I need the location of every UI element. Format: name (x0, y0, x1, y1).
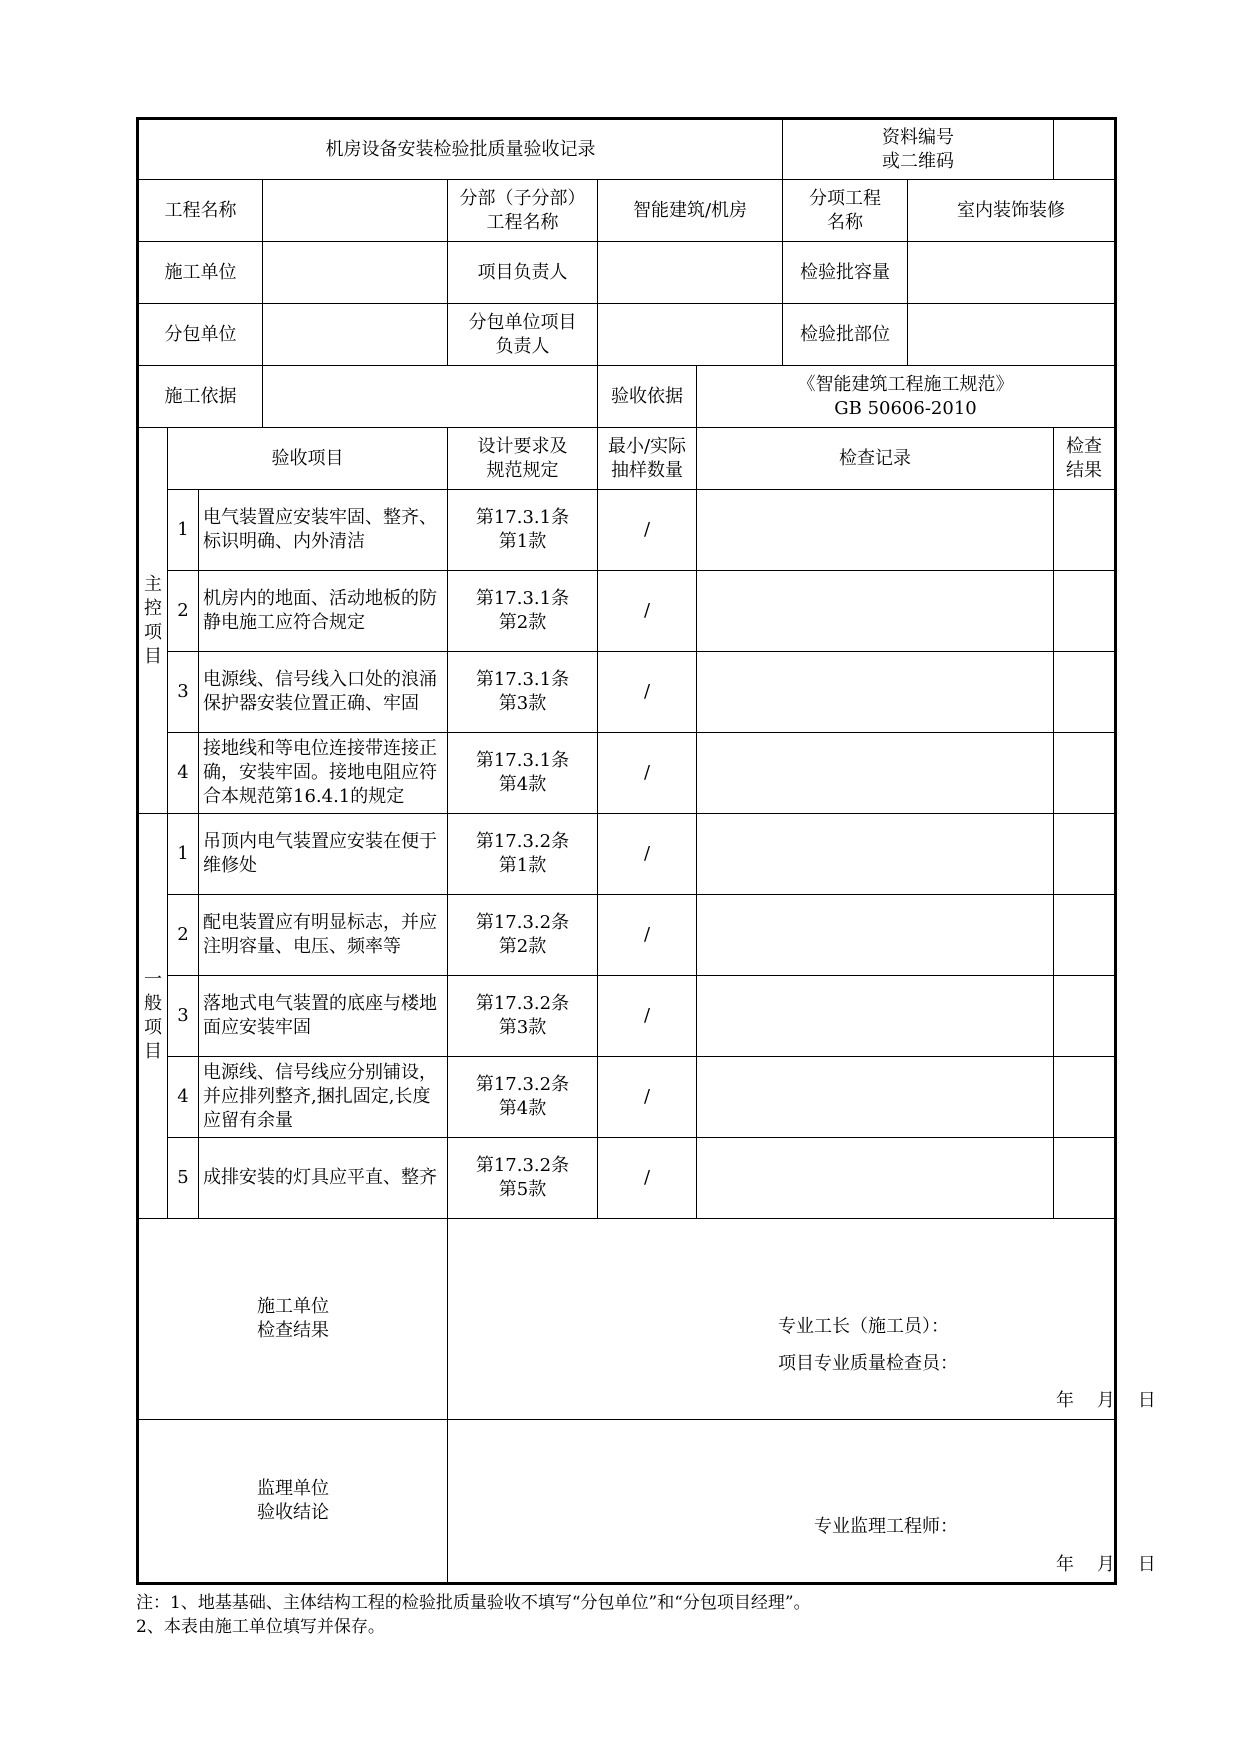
project-name-label: 工程名称 (138, 180, 263, 242)
item-description: 机房内的地面、活动地板的防静电施工应符合规定 (199, 571, 448, 652)
item-result[interactable] (1054, 571, 1116, 652)
contractor-value[interactable] (263, 242, 448, 304)
item-result[interactable] (1054, 1057, 1116, 1138)
item-number: 4 (168, 733, 199, 814)
subpart-value: 智能建筑/机房 (598, 180, 783, 242)
item-record[interactable] (697, 1138, 1054, 1219)
col-header-design: 设计要求及 规范规定 (448, 428, 598, 490)
pm-value[interactable] (598, 242, 783, 304)
subitem-value: 室内装饰装修 (908, 180, 1116, 242)
location-value[interactable] (908, 304, 1116, 366)
supervisor-label: 监理单位 验收结论 (138, 1420, 448, 1584)
pm-label: 项目负责人 (448, 242, 598, 304)
contractor-check-signature-area[interactable] (448, 1219, 1156, 1420)
item-result[interactable] (1054, 490, 1116, 571)
capacity-label: 检验批容量 (783, 242, 908, 304)
item-number: 3 (168, 976, 199, 1057)
footnote-2: 2、本表由施工单位填写并保存。 (136, 1617, 385, 1637)
item-sample: / (598, 571, 697, 652)
supervisor-date: 年 月 日 (1056, 1554, 1156, 1575)
item-description: 配电装置应有明显标志，并应注明容量、电压、频率等 (199, 895, 448, 976)
item-description: 电源线、信号线应分别铺设，并应排列整齐,捆扎固定,长度应留有余量 (199, 1057, 448, 1138)
col-header-sample: 最小/实际 抽样数量 (598, 428, 697, 490)
basis-label: 施工依据 (138, 366, 263, 428)
location-label: 检验批部位 (783, 304, 908, 366)
col-header-item: 验收项目 (168, 428, 448, 490)
item-sample: / (598, 733, 697, 814)
project-name-value[interactable] (263, 180, 448, 242)
foreman-label: 专业工长（施工员）： (778, 1316, 949, 1337)
item-sample: / (598, 1138, 697, 1219)
item-clause: 第17.3.2条 第5款 (448, 1138, 598, 1219)
item-clause: 第17.3.1条 第3款 (448, 652, 598, 733)
item-number: 1 (168, 490, 199, 571)
item-description: 成排安装的灯具应平直、整齐 (199, 1138, 448, 1219)
footnotes (136, 1591, 811, 1639)
item-sample: / (598, 976, 697, 1057)
contractor-date: 年 月 日 (1056, 1390, 1156, 1411)
item-number: 2 (168, 895, 199, 976)
capacity-value[interactable] (908, 242, 1116, 304)
item-clause: 第17.3.1条 第4款 (448, 733, 598, 814)
item-sample: / (598, 490, 697, 571)
sub-contractor-value[interactable] (263, 304, 448, 366)
item-description: 接地线和等电位连接带连接正确，安装牢固。接地电阻应符合本规范第16.4.1的规定 (199, 733, 448, 814)
item-record[interactable] (697, 895, 1054, 976)
item-result[interactable] (1054, 733, 1116, 814)
item-description: 电气装置应安装牢固、整齐、标识明确、内外清洁 (199, 490, 448, 571)
supervising-engineer-label: 专业监理工程师： (814, 1516, 958, 1537)
col-header-result: 检查 结果 (1054, 428, 1116, 490)
footnote-1: 注：1、地基基础、主体结构工程的检验批质量验收不填写“分包单位”和“分包项目经理”。 (136, 1593, 811, 1613)
item-clause: 第17.3.2条 第1款 (448, 814, 598, 895)
sub-pm-value[interactable] (598, 304, 783, 366)
basis-value[interactable] (263, 366, 598, 428)
col-header-record: 检查记录 (697, 428, 1054, 490)
item-clause: 第17.3.2条 第2款 (448, 895, 598, 976)
item-sample: / (598, 1057, 697, 1138)
item-number: 3 (168, 652, 199, 733)
item-record[interactable] (697, 976, 1054, 1057)
item-number: 4 (168, 1057, 199, 1138)
item-result[interactable] (1054, 814, 1116, 895)
sub-pm-label: 分包单位项目 负责人 (448, 304, 598, 366)
item-description: 落地式电气装置的底座与楼地面应安装牢固 (199, 976, 448, 1057)
item-number: 5 (168, 1138, 199, 1219)
doc-no-label: 资料编号 或二维码 (783, 119, 1054, 180)
item-record[interactable] (697, 733, 1054, 814)
item-record[interactable] (697, 1057, 1054, 1138)
item-result[interactable] (1054, 1138, 1116, 1219)
item-record[interactable] (697, 490, 1054, 571)
general-group-label: 一 般 项 目 (138, 814, 168, 1219)
supervisor-signature-area[interactable] (448, 1420, 1156, 1584)
item-result[interactable] (1054, 895, 1116, 976)
inspection-record-table (136, 117, 1156, 1585)
item-sample: / (598, 814, 697, 895)
item-number: 2 (168, 571, 199, 652)
subitem-label: 分项工程 名称 (783, 180, 908, 242)
item-result[interactable] (1054, 652, 1116, 733)
item-result[interactable] (1054, 976, 1116, 1057)
item-record[interactable] (697, 652, 1054, 733)
item-sample: / (598, 895, 697, 976)
item-clause: 第17.3.1条 第2款 (448, 571, 598, 652)
contractor-check-label: 施工单位 检查结果 (138, 1219, 448, 1420)
subpart-label: 分部（子分部） 工程名称 (448, 180, 598, 242)
item-sample: / (598, 652, 697, 733)
accept-basis-label: 验收依据 (598, 366, 697, 428)
item-record[interactable] (697, 814, 1054, 895)
item-description: 吊顶内电气装置应安装在便于维修处 (199, 814, 448, 895)
item-clause: 第17.3.1条 第1款 (448, 490, 598, 571)
item-clause: 第17.3.2条 第4款 (448, 1057, 598, 1138)
sub-contractor-label: 分包单位 (138, 304, 263, 366)
form-title: 机房设备安装检验批质量验收记录 (138, 119, 783, 180)
doc-no-value[interactable] (1054, 119, 1116, 180)
main-control-group-label: 主 控 项 目 (138, 428, 168, 814)
quality-inspector-label: 项目专业质量检查员： (778, 1353, 958, 1374)
contractor-label: 施工单位 (138, 242, 263, 304)
item-clause: 第17.3.2条 第3款 (448, 976, 598, 1057)
item-description: 电源线、信号线入口处的浪涌保护器安装位置正确、牢固 (199, 652, 448, 733)
item-number: 1 (168, 814, 199, 895)
accept-basis-value: 《智能建筑工程施工规范》 GB 50606-2010 (697, 366, 1116, 428)
item-record[interactable] (697, 571, 1054, 652)
